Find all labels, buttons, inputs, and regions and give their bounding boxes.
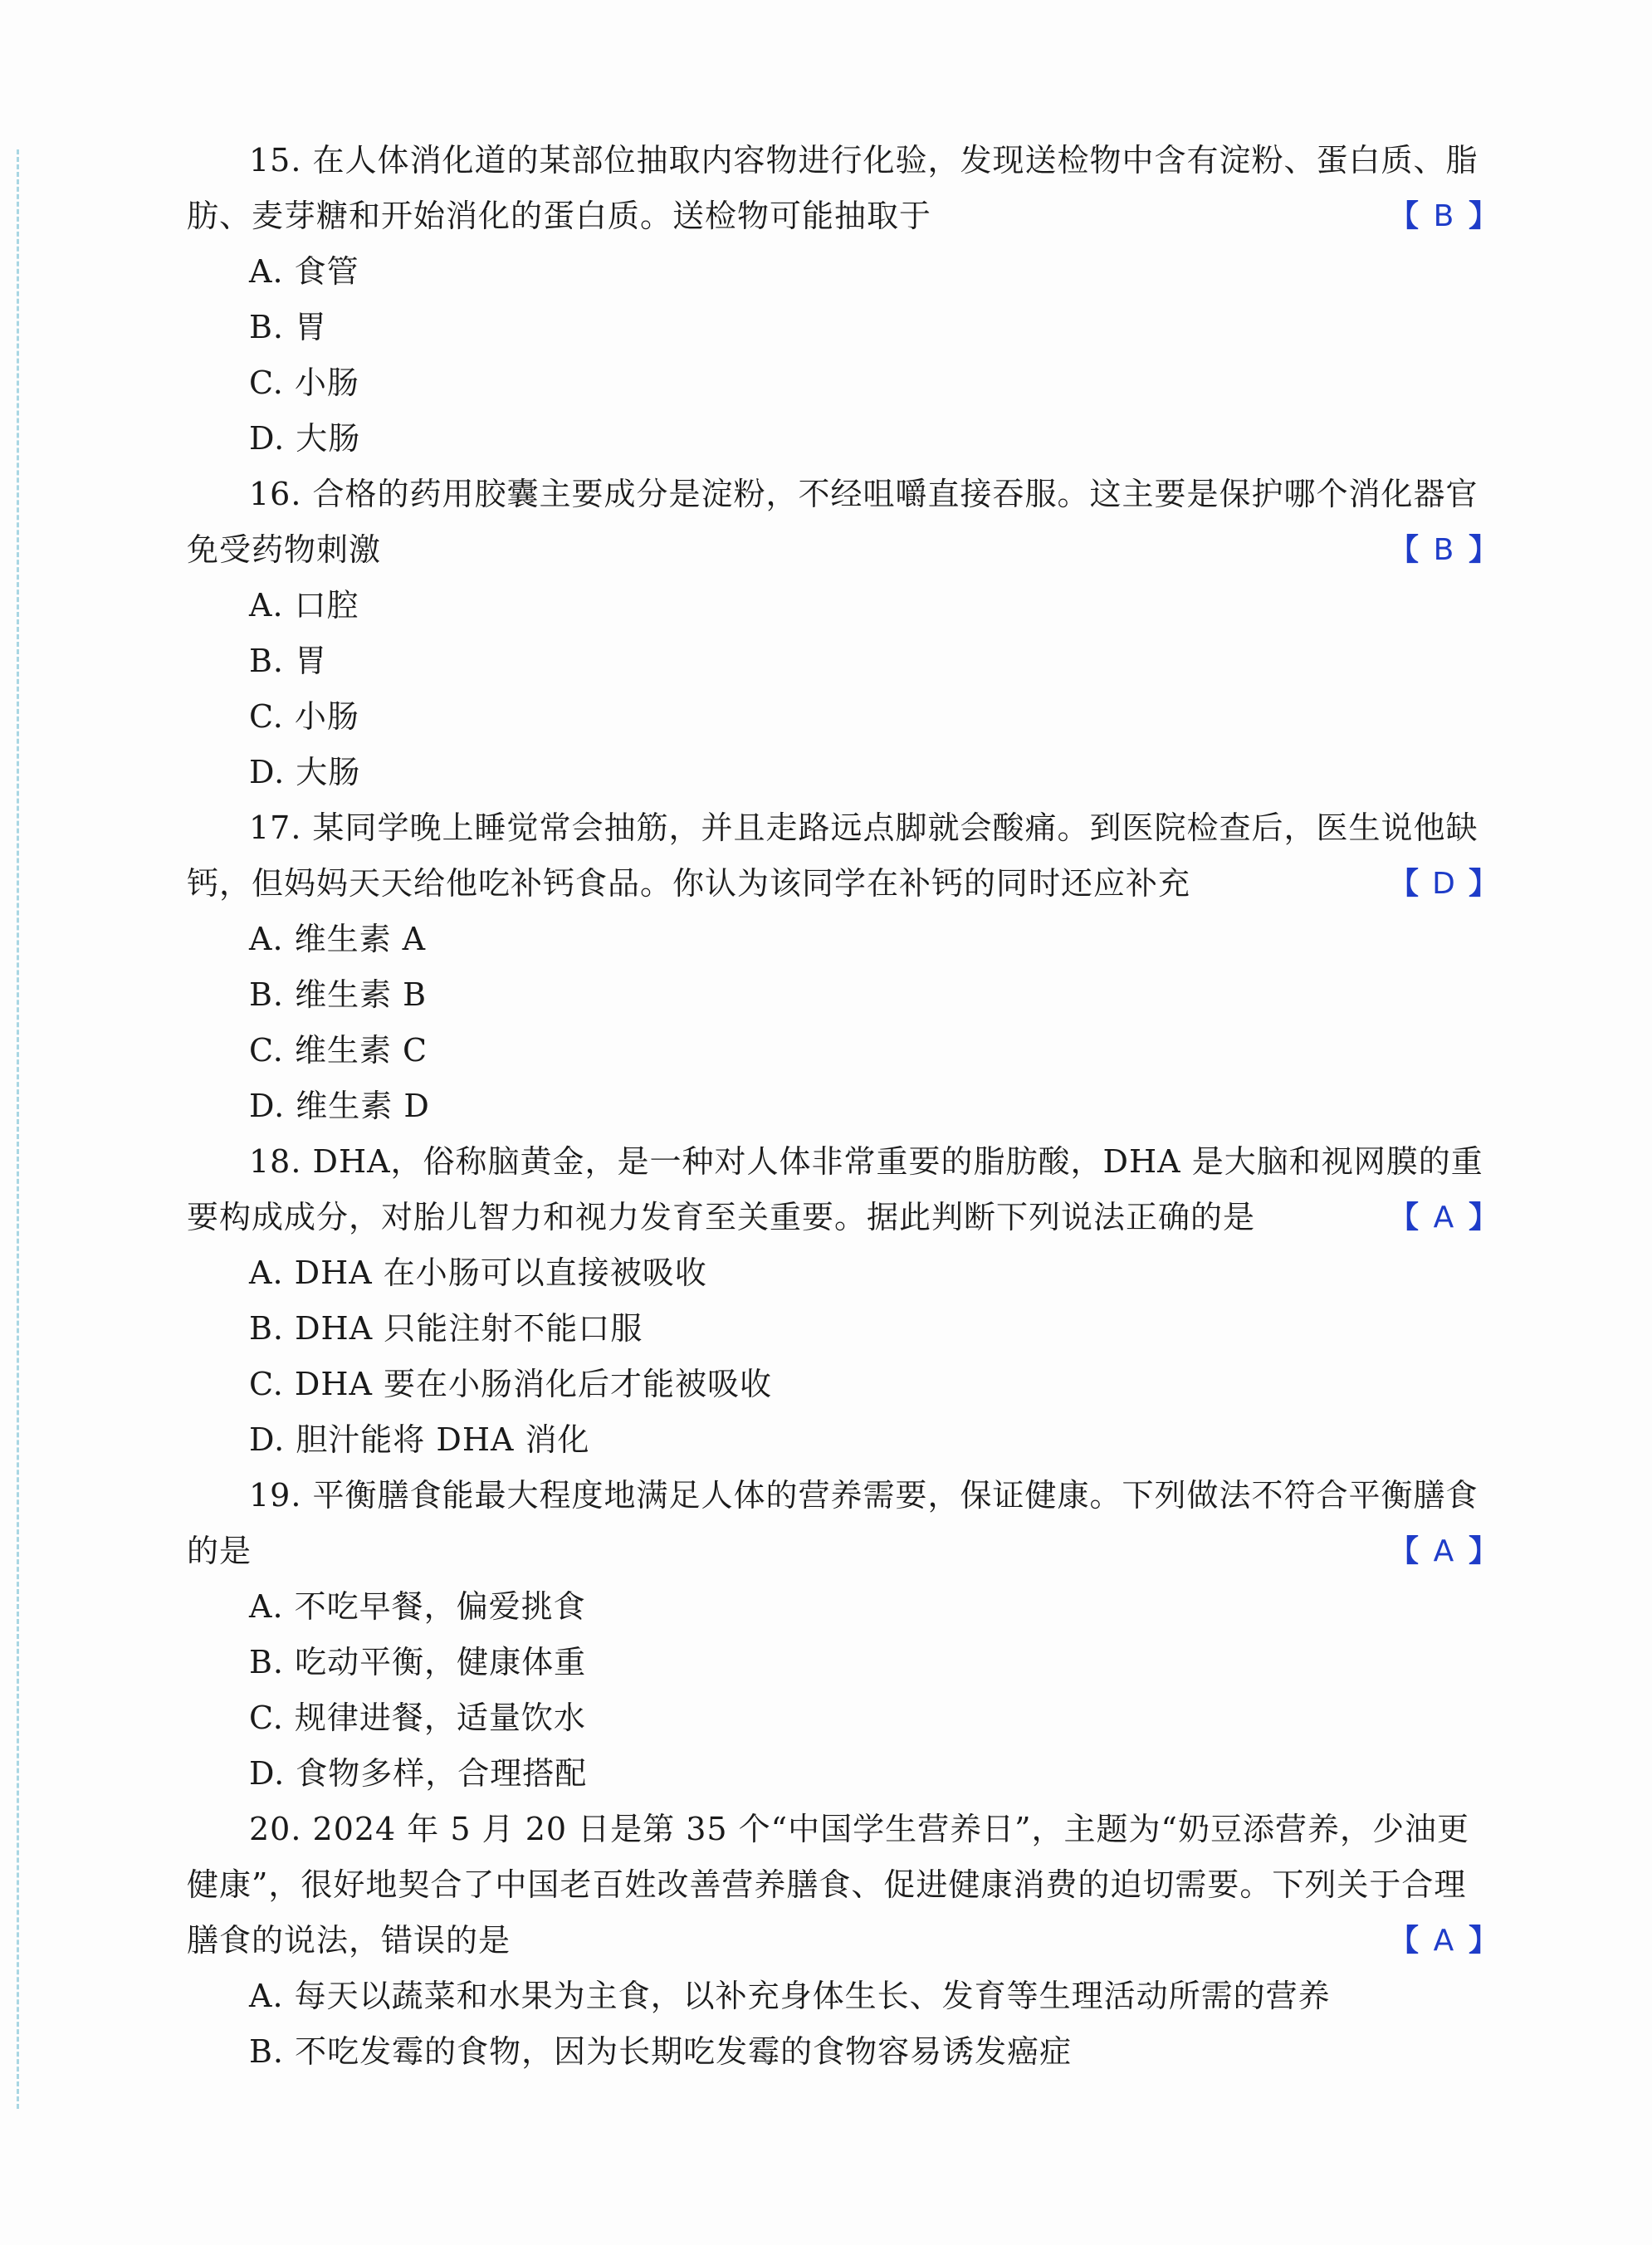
question-17 (187, 800, 1498, 1134)
question-15 (187, 133, 1498, 467)
question-16 (187, 467, 1498, 800)
option-a: A. 口腔 (249, 587, 359, 624)
answer-box: 【 D 】 (1389, 856, 1498, 912)
question-stem (187, 1468, 1498, 1579)
option-b: B. DHA 只能注射不能口服 (249, 1310, 643, 1347)
question-stem (187, 800, 1498, 912)
question-text: 20. 2024 年 5 月 20 日是第 35 个“中国学生营养日”，主题为“奶豆添营养，少油更健康”，很好地契合了中国老百姓改善营养膳食、促进健康消费的迫切需要。下列关于合理膳食的说法，错误的是 (187, 1811, 1469, 1959)
answer-box: 【 B 】 (1389, 188, 1498, 244)
answer-value: A (1433, 1534, 1454, 1568)
question-page (187, 133, 1498, 2080)
answer-value: B (1433, 199, 1454, 233)
option-c: C. DHA 要在小肠消化后才能被吸收 (249, 1366, 773, 1402)
option-a: A. 不吃早餐，偏爱挑食 (249, 1588, 586, 1625)
option-b: B. 胃 (249, 309, 328, 345)
question-text: 16. 合格的药用胶囊主要成分是淀粉，不经咀嚼直接吞服。这主要是保护哪个消化器官免受药物刺激 (187, 476, 1478, 568)
question-18 (187, 1134, 1498, 1468)
answer-value: A (1433, 1924, 1454, 1958)
option-b: B. 胃 (249, 643, 328, 679)
answer-box: 【 A 】 (1389, 1524, 1498, 1579)
question-text: 18. DHA，俗称脑黄金，是一种对人体非常重要的脂肪酸，DHA 是大脑和视网膜的重要构成成分，对胎儿智力和视力发育至关重要。据此判断下列说法正确的是 (187, 1143, 1483, 1235)
answer-value: A (1433, 1201, 1454, 1235)
option-b: B. 吃动平衡，健康体重 (249, 1644, 587, 1680)
option-a: A. 每天以蔬菜和水果为主食，以补充身体生长、发育等生理活动所需的营养 (249, 1978, 1331, 2014)
option-b: B. 不吃发霉的食物，因为长期吃发霉的食物容易诱发癌症 (249, 2033, 1073, 2070)
option-d: D. 大肠 (249, 420, 361, 457)
question-stem (187, 1134, 1498, 1245)
question-text: 19. 平衡膳食能最大程度地满足人体的营养需要，保证健康。下列做法不符合平衡膳食的是 (187, 1477, 1478, 1569)
question-19 (187, 1468, 1498, 1802)
option-a: A. 食管 (249, 253, 359, 290)
question-stem (187, 133, 1498, 244)
option-b: B. 维生素 B (249, 976, 428, 1013)
option-c: C. 小肠 (249, 364, 359, 401)
answer-value: D (1432, 867, 1455, 901)
margin-guide-line (17, 149, 19, 2109)
question-20 (187, 1802, 1498, 2080)
question-stem (187, 1802, 1498, 1969)
option-c: C. 规律进餐，适量饮水 (249, 1700, 586, 1736)
question-stem (187, 467, 1498, 578)
answer-box: 【 B 】 (1389, 522, 1498, 578)
option-c: C. 维生素 C (249, 1032, 428, 1069)
option-a: A. 维生素 A (249, 921, 427, 957)
option-a: A. DHA 在小肠可以直接被吸收 (249, 1255, 707, 1291)
answer-value: B (1433, 533, 1454, 567)
question-text: 15. 在人体消化道的某部位抽取内容物进行化验，发现送检物中含有淀粉、蛋白质、脂肪、麦芽糖和开始消化的蛋白质。送检物可能抽取于 (187, 142, 1478, 234)
option-d: D. 胆汁能将 DHA 消化 (249, 1421, 590, 1458)
answer-box: 【 A 】 (1389, 1190, 1498, 1245)
option-d: D. 食物多样，合理搭配 (249, 1755, 588, 1792)
option-c: C. 小肠 (249, 698, 359, 735)
question-text: 17. 某同学晚上睡觉常会抽筋，并且走路远点脚就会酸痛。到医院检查后，医生说他缺钙，但妈妈天天给他吃补钙食品。你认为该同学在补钙的同时还应补充 (187, 809, 1478, 902)
answer-box: 【 A 】 (1389, 1913, 1498, 1969)
option-d: D. 大肠 (249, 754, 361, 790)
option-d: D. 维生素 D (249, 1088, 430, 1124)
